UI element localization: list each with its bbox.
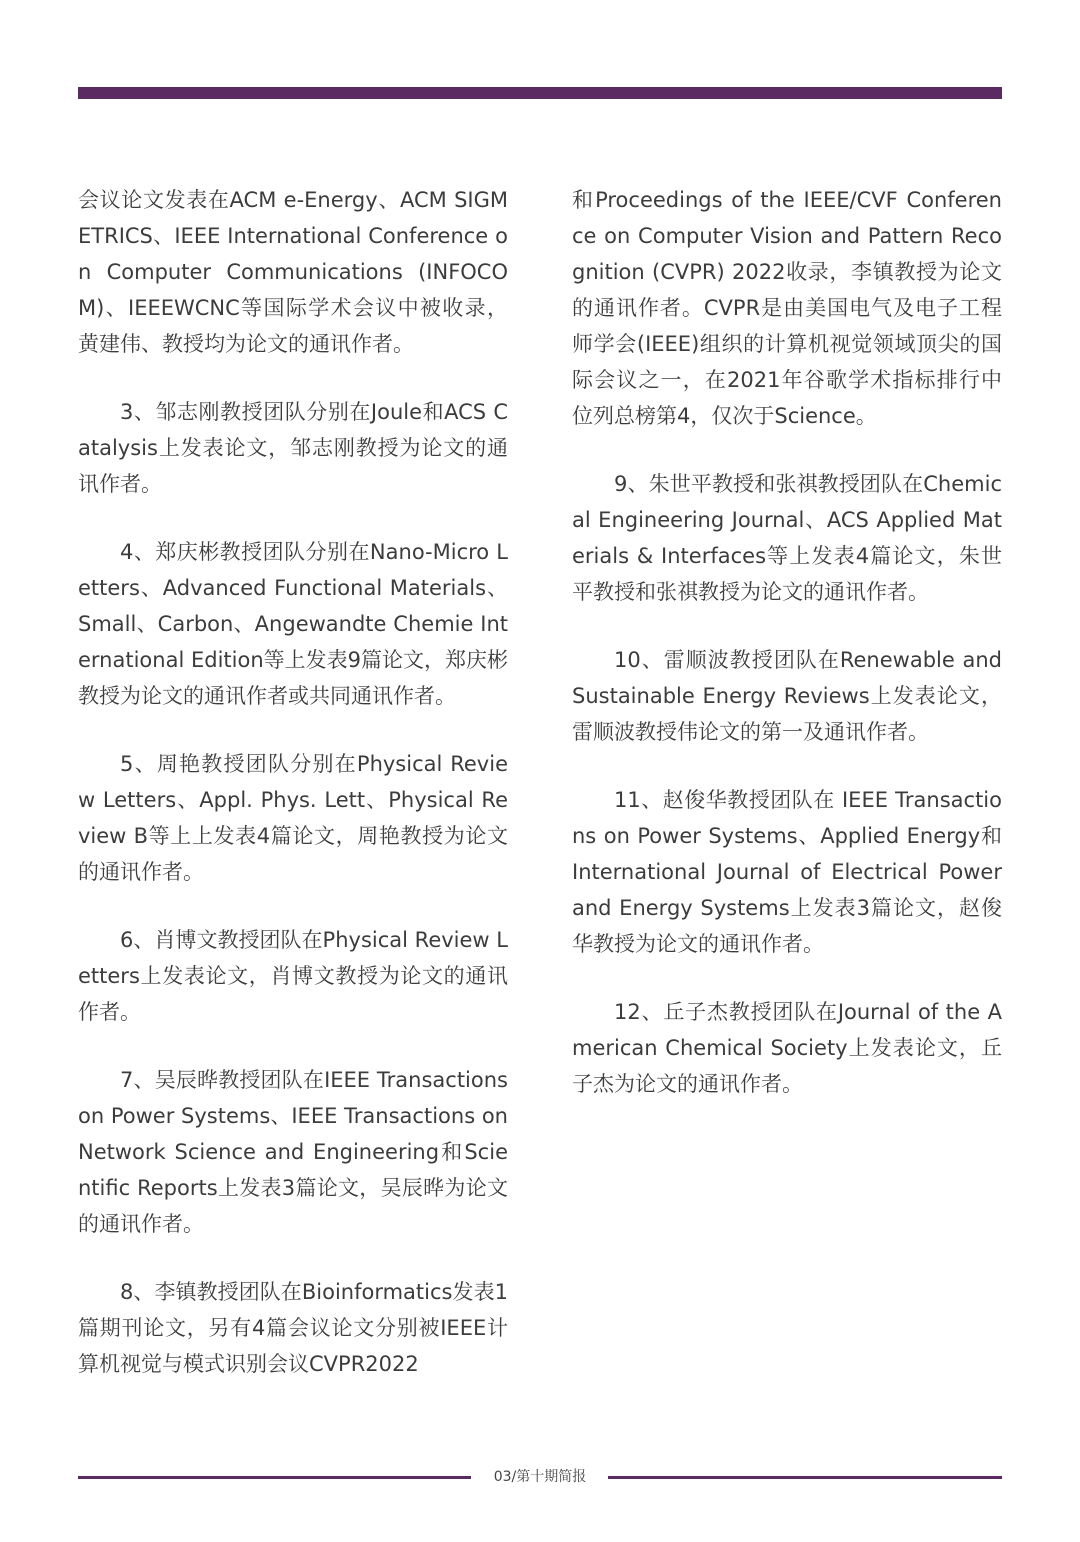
footer-rule-left: [78, 1476, 471, 1479]
paragraph-item-7: 7、吴辰晔教授团队在IEEE Transactions on Power Systems、IEEE Transactions on Network Science and Engineering和Scientific Reports上发表3篇论文，吴辰晔为论文的通讯作者。: [78, 1068, 508, 1236]
paragraph-item-12: 12、丘子杰教授团队在Journal of the American Chemical Society上发表论文，丘子杰为论文的通讯作者。: [572, 1000, 1002, 1096]
right-column: [572, 182, 1002, 1134]
paragraph-item-8: 8、李镇教授团队在Bioinformatics发表1篇期刊论文，另有4篇会议论文分别被IEEE计算机视觉与模式识别会议CVPR2022: [78, 1280, 508, 1376]
paragraph-item-4: 4、郑庆彬教授团队分别在Nano-Micro Letters、Advanced Functional Materials、Small、Carbon、Angewandte Chemie International Edition等上发表9篇论文，郑庆彬教授为论文的通讯作者或共同通讯作者。: [78, 540, 508, 708]
page-number-label: 03/第十期简报: [493, 1469, 587, 1485]
left-column: [78, 182, 508, 1414]
paragraph-continuation: 会议论文发表在ACM e-Energy、ACM SIGMETRICS、IEEE International Conference on Computer Communications (INFOCOM)、IEEEWCNC等国际学术会议中被收录，黄建伟、教授均为论文的通讯作者。: [78, 188, 508, 356]
paragraph-item-8-continued: 和Proceedings of the IEEE/CVF Conference on Computer Vision and Pattern Recognition (CVPR) 2022收录，李镇教授为论文的通讯作者。CVPR是由美国电气及电子工程师学会(IEEE)组织的计算机视觉领域顶尖的国际会议之一，在2021年谷歌学术指标排行中位列总榜第4，仅次于Science。: [572, 188, 1002, 428]
paragraph-item-9: 9、朱世平教授和张祺教授团队在Chemical Engineering Journal、ACS Applied Materials & Interfaces等上发表4篇论文，朱世平教授和张祺教授为论文的通讯作者。: [572, 472, 1002, 604]
footer-rule-right: [608, 1476, 1002, 1479]
paragraph-item-3: 3、邹志刚教授团队分别在Joule和ACS Catalysis上发表论文，邹志刚教授为论文的通讯作者。: [78, 400, 508, 496]
paragraph-item-6: 6、肖博文教授团队在Physical Review Letters上发表论文，肖博文教授为论文的通讯作者。: [78, 928, 508, 1024]
paragraph-item-10: 10、雷顺波教授团队在Renewable and Sustainable Energy Reviews上发表论文，雷顺波教授伟论文的第一及通讯作者。: [572, 648, 1002, 744]
paragraph-item-5: 5、周艳教授团队分别在Physical Review Letters、Appl. Phys. Lett、Physical Review B等上上发表4篇论文，周艳教授为论文的通讯作者。: [78, 752, 508, 884]
paragraph-item-11: 11、赵俊华教授团队在 IEEE Transactions on Power Systems、Applied Energy和International Journal of Electrical Power and Energy Systems上发表3篇论文，赵俊华教授为论文的通讯作者。: [572, 788, 1002, 956]
top-accent-bar: [78, 87, 1002, 99]
